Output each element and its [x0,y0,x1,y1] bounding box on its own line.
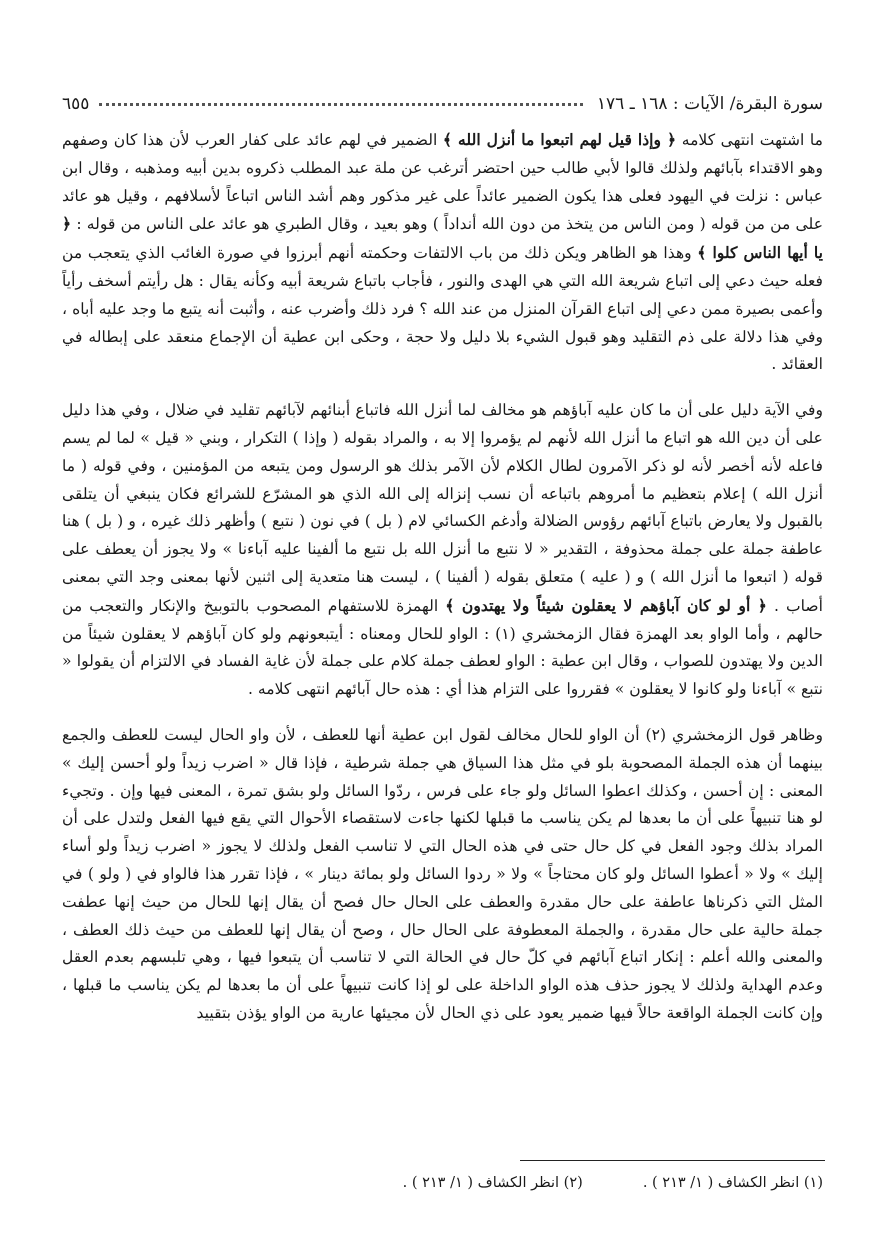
paragraph [62,397,823,704]
page-number: ٦٥٥ [62,94,90,114]
surah-title: سورة البقرة/ الآيات : ١٦٨ ـ ١٧٦ [596,94,823,114]
text-run: وفي الآية دليل على أن ما كان عليه آباؤهم هو مخالف لما أنزل الله فاتباع أبنائهم لآبائهم تقليد في ضلال ، وفي هذا دليل على أن دين الله هو اتباع ما أنزل الله لأنهم لم يؤمروا إلا به ، والمراد بقوله ( وإذا ) التكرار ، وبني « قيل » لما لم يسم فاعله لأنه أخصر لأنه لو ذكر الآمرون لطال الكلام لأن الآمر بذلك هو الرسول ومن يتبعه من المؤمنين ، وفي قوله ( ما أنزل الله ) إعلام بتعظيم ما أمروهم باتباعه أن نسب إنزاله إلى الله الذي هو المشرّع للشرائع فكان ينبغي أن يتلقى بالقبول ولا يعارض باتباع آبائهم رؤوس الضلالة وأدغم الكسائي لام ( بل ) في نون ( نتبع ) وأظهر ذلك غيره ، و ( بل ) هنا عاطفة جملة على جملة محذوفة ، التقدير « لا نتبع ما أنزل الله بل نتبع ما ألفينا عليه آباءنا » ولا يجوز أن يعطف على قوله ( اتبعوا ما أنزل الله ) و ( عليه ) متعلق بقوله ( ألفينا ) ، ليست هنا متعدية إلى اثنين لأنها بمعنى وجد التي بمعنى أصاب . [62,401,823,615]
header-leader-dots [99,102,583,106]
main-text [62,126,823,1161]
footnote-2: (٢) انظر الكشاف ( ١/ ٢١٣ ) . [402,1175,583,1191]
footnotes [62,1170,823,1240]
footnote-separator [520,1160,825,1161]
quran-quote: ﴿ أو لو كان آباؤهم لا يعقلون شيئاً ولا يهتدون ﴾ [445,595,767,615]
text-run: وظاهر قول الزمخشري (٢) أن الواو للحال مخالف لقول ابن عطية أنها للعطف ، لأن واو الحال ليست للعطف والجمع بينهما أن هذه الجملة المصحوبة بلو في مثل هذا السياق هي جملة شرطية ، فإذا قال « اضرب زيداً ولو أحسن إليك » المعنى : إن أحسن ، وكذلك اعطوا السائل ولو جاء على فرس ، ردّوا السائل ولو بشق تمرة ، المعنى فيها وإن . وتجيء لو هنا تنبيهاً على أن ما بعدها لم يكن يناسب ما قبلها لكنها جاءت لاستقصاء الأحوال التي يقع فيها الفعل ولتدل على أن المراد بذلك وجود الفعل في كل حال حتى في هذه الحال التي لا تناسب الفعل ولذلك لا يجوز « اضرب زيداً ولو أساء إليك » ولا « أعطوا السائل ولو كان محتاجاً » ولا « ردوا السائل ولو بمائة دينار » ، فإذا تقرر هذا فالواو في ( ولو ) في المثل التي ذكرناها عاطفة على حال مقدرة والعطف على الحال حال فصح أن يقال إنها للحال من حيث إنها عطفت جملة حالية على حال مقدرة ، والجملة المعطوفة على الحال حال ، وصح أن يقال إنها للعطف من حيث ذلك العطف ، والمعنى والله أعلم : إنكار اتباع آبائهم في كلّ حال في الحالة التي لا تناسب أن يتبعوا فيها ، وهي تلبسهم بعدم العقل وعدم الهداية ولذلك لا يجوز حذف هذه الواو الداخلة على لو إذا كانت تنبيهاً على أن ما بعدها لم يكن يناسب ما قبلها ، وإن كانت الجملة الواقعة حالاً فيها ضمير يعود على ذي الحال لأن مجيئها عارية من الواو يؤذن بتقييد [62,725,823,1022]
quran-quote: ﴿ وإذا قيل لهم اتبعوا ما أنزل الله ﴾ [442,130,677,149]
text-run: الضمير في لهم عائد على كفار العرب لأن هذا كان وصفهم وهو الاقتداء بآبائهم ولذلك قالوا لأبي طالب حين احتضر أترغب عن ملة عبد المطلب ذكروه بدين أبيه ومذهبه ، وقال ابن عباس : نزلت في اليهود فعلى هذا يكون الضمير عائداً على غير مذكور وهم أشد الناس اتباعاً لأسلافهم ، وقيل هو عائد على من من قوله ( ومن الناس من يتخذ من دون الله أنداداً ) وهو بعيد ، وقال الطبري هو عائد على الناس من قوله : [62,131,823,234]
text-run: الهمزة للاستفهام المصحوب بالتوبيخ والإنكار والتعجب من حالهم ، وأما الواو بعد الهمزة فقال الزمخشري (١) : الواو للحال ومعناه : أيتبعونهم ولو كان آباؤهم لا يعقلون شيئاً من الدين ولا يهتدون للصواب ، وقال ابن عطية : الواو لعطف جملة كلام على جملة لأن غاية الفساد في الالتزام أن يقولوا « نتبع » آباءنا ولو كانوا لا يعقلون » فقرروا على التزام هذا أي : هذه حال آبائهم انتهى كلامه . [62,596,823,699]
quran-quote: ﴿ يا أيها الناس كلوا ﴾ [62,214,823,263]
paragraph [62,126,823,379]
text-run: ما اشتهت انتهى كلامه [676,131,823,149]
text-run: وهذا هو الظاهر ويكن ذلك من باب الالتفات وحكمته أنهم أبرزوا في صورة الغائب الذي يتعجب من فعله حيث دعي إلى اتباع شريعة الله التي هي الهدى والنور ، فأجاب باتباع شريعة أبيه وكأنه يقال : هل رأيتم أسخف رأياً وأعمى بصيرة ممن دعي إلى اتباع القرآن المنزل من عند الله ؟ فرد ذلك وأضرب عنه ، وأثبت أنه يتبع ما وجد عليه أباه ، وفي هذا دلالة على ذم التقليد وهو قبول الشيء بلا دليل ولا حجة ، وحكى ابن عطية أن الإجماع منعقد على إبطاله في العقائد . [62,244,823,374]
running-header [62,84,823,114]
paragraph [62,722,823,1028]
footnote-1: (١) انظر الكشاف ( ١/ ٢١٣ ) . [642,1175,823,1191]
